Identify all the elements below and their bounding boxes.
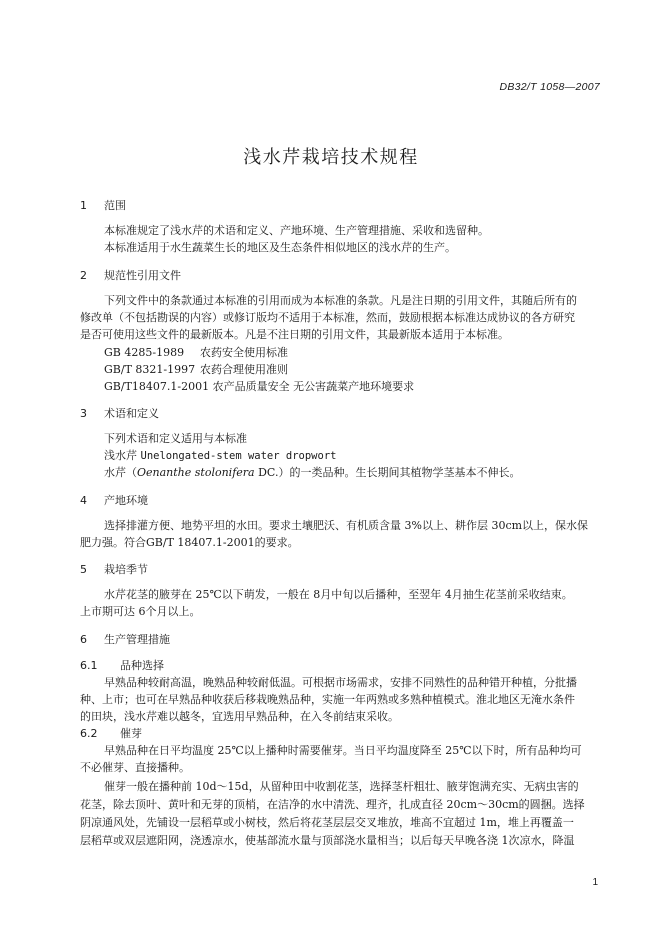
- paragraph-line: 本标准规定了浅水芹的术语和定义、产地环境、生产管理措施、采收和选留种。: [104, 224, 489, 237]
- page-number: 1: [592, 877, 598, 888]
- paragraph-line: 早熟品种较耐高温，晚熟品种较耐低温。可根据市场需求，安排不同熟性的品种错开种植，分批播: [104, 676, 577, 689]
- section-heading: 1 范围: [80, 199, 126, 212]
- paragraph-line: 阴凉通风处，先铺设一层稻草或小树枝，然后将花茎层层交叉堆放，堆高不宜超过 1m，堆上再覆盖一: [80, 816, 574, 829]
- section-heading: 2 规范性引用文件: [80, 269, 181, 282]
- section-heading: 3 术语和定义: [80, 407, 159, 420]
- subsection-heading: 6.2 催芽: [80, 727, 142, 740]
- paragraph-line: 花茎，除去顶叶、黄叶和无芽的顶梢，在洁净的水中清洗、理齐，扎成直径 20cm～30cm的圆捆。选择: [80, 798, 585, 811]
- term-line: 浅水芹 Unelongated-stem water dropwort: [104, 449, 337, 462]
- paragraph-line: 修改单（不包括勘误的内容）或修订版均不适用于本标准，然而，鼓励根据本标准达成协议的各方研究: [80, 311, 575, 324]
- paragraph-line: 早熟品种在日平均温度 25℃以上播种时需要催芽。当日平均温度降至 25℃以下时，所有品种均可: [104, 744, 582, 757]
- reference-item: GB/T18407.1-2001 农产品质量安全 无公害蔬菜产地环境要求: [104, 380, 415, 393]
- section-heading: 6 生产管理措施: [80, 633, 170, 646]
- reference-item: GB/T 8321-1997 农药合理使用准则: [104, 363, 288, 376]
- paragraph-line: 不必催芽、直接播种。: [80, 761, 190, 774]
- paragraph-line: 本标准适用于水生蔬菜生长的地区及生态条件相似地区的浅水芹的生产。: [104, 241, 456, 254]
- reference-item: GB 4285-1989 农药安全使用标准: [104, 346, 288, 359]
- paragraph-line: 是否可使用这些文件的最新版本。凡是不注日期的引用文件，其最新版本适用于本标准。: [80, 328, 509, 341]
- paragraph-line: 肥力强。符合GB/T 18407.1-2001的要求。: [80, 536, 299, 549]
- paragraph-line: 选择排灌方便、地势平坦的水田。要求土壤肥沃、有机质含量 3%以上、耕作层 30cm以上，保水保: [104, 519, 589, 532]
- paragraph-line: 上市期可达 6个月以上。: [80, 605, 201, 618]
- paragraph-line: 下列术语和定义适用与本标准: [104, 432, 247, 445]
- document-title: 浅水芹栽培技术规程: [243, 147, 419, 168]
- paragraph-line: 下列文件中的条款通过本标准的引用而成为本标准的条款。凡是注日期的引用文件，其随后所有的: [104, 294, 577, 307]
- paragraph-line: 层稻草或双层遮阳网，浇透凉水，使基部流水量与顶部浇水量相当；以后每天早晚各浇 1次凉水，降温: [80, 834, 575, 847]
- section-heading: 4 产地环境: [80, 494, 148, 507]
- paragraph-line: 催芽一般在播种前 10d～15d，从留种田中收割花茎，选择茎杆粗壮、腋芽饱满充实、无病虫害的: [104, 780, 579, 793]
- section-heading: 5 栽培季节: [80, 563, 148, 576]
- paragraph-line: 种、上市；也可在早熟品种收获后移栽晚熟品种，实施一年两熟或多熟种植模式。淮北地区无淹水条件: [80, 693, 575, 706]
- standard-number: DB32/T 1058—2007: [499, 81, 600, 93]
- subsection-heading: 6.1 品种选择: [80, 659, 164, 672]
- paragraph-line: 水芹花茎的腋芽在 25℃以下萌发，一般在 8月中旬以后播种，至翌年 4月抽生花茎前采收结束。: [104, 588, 573, 601]
- paragraph-line: 的田块，浅水芹难以越冬，宜选用早熟品种，在入冬前结束采收。: [80, 710, 399, 723]
- definition-line: 水芹（Oenanthe stolonifera DC.）的一类品种。生长期间其植物学茎基本不伸长。: [104, 466, 521, 479]
